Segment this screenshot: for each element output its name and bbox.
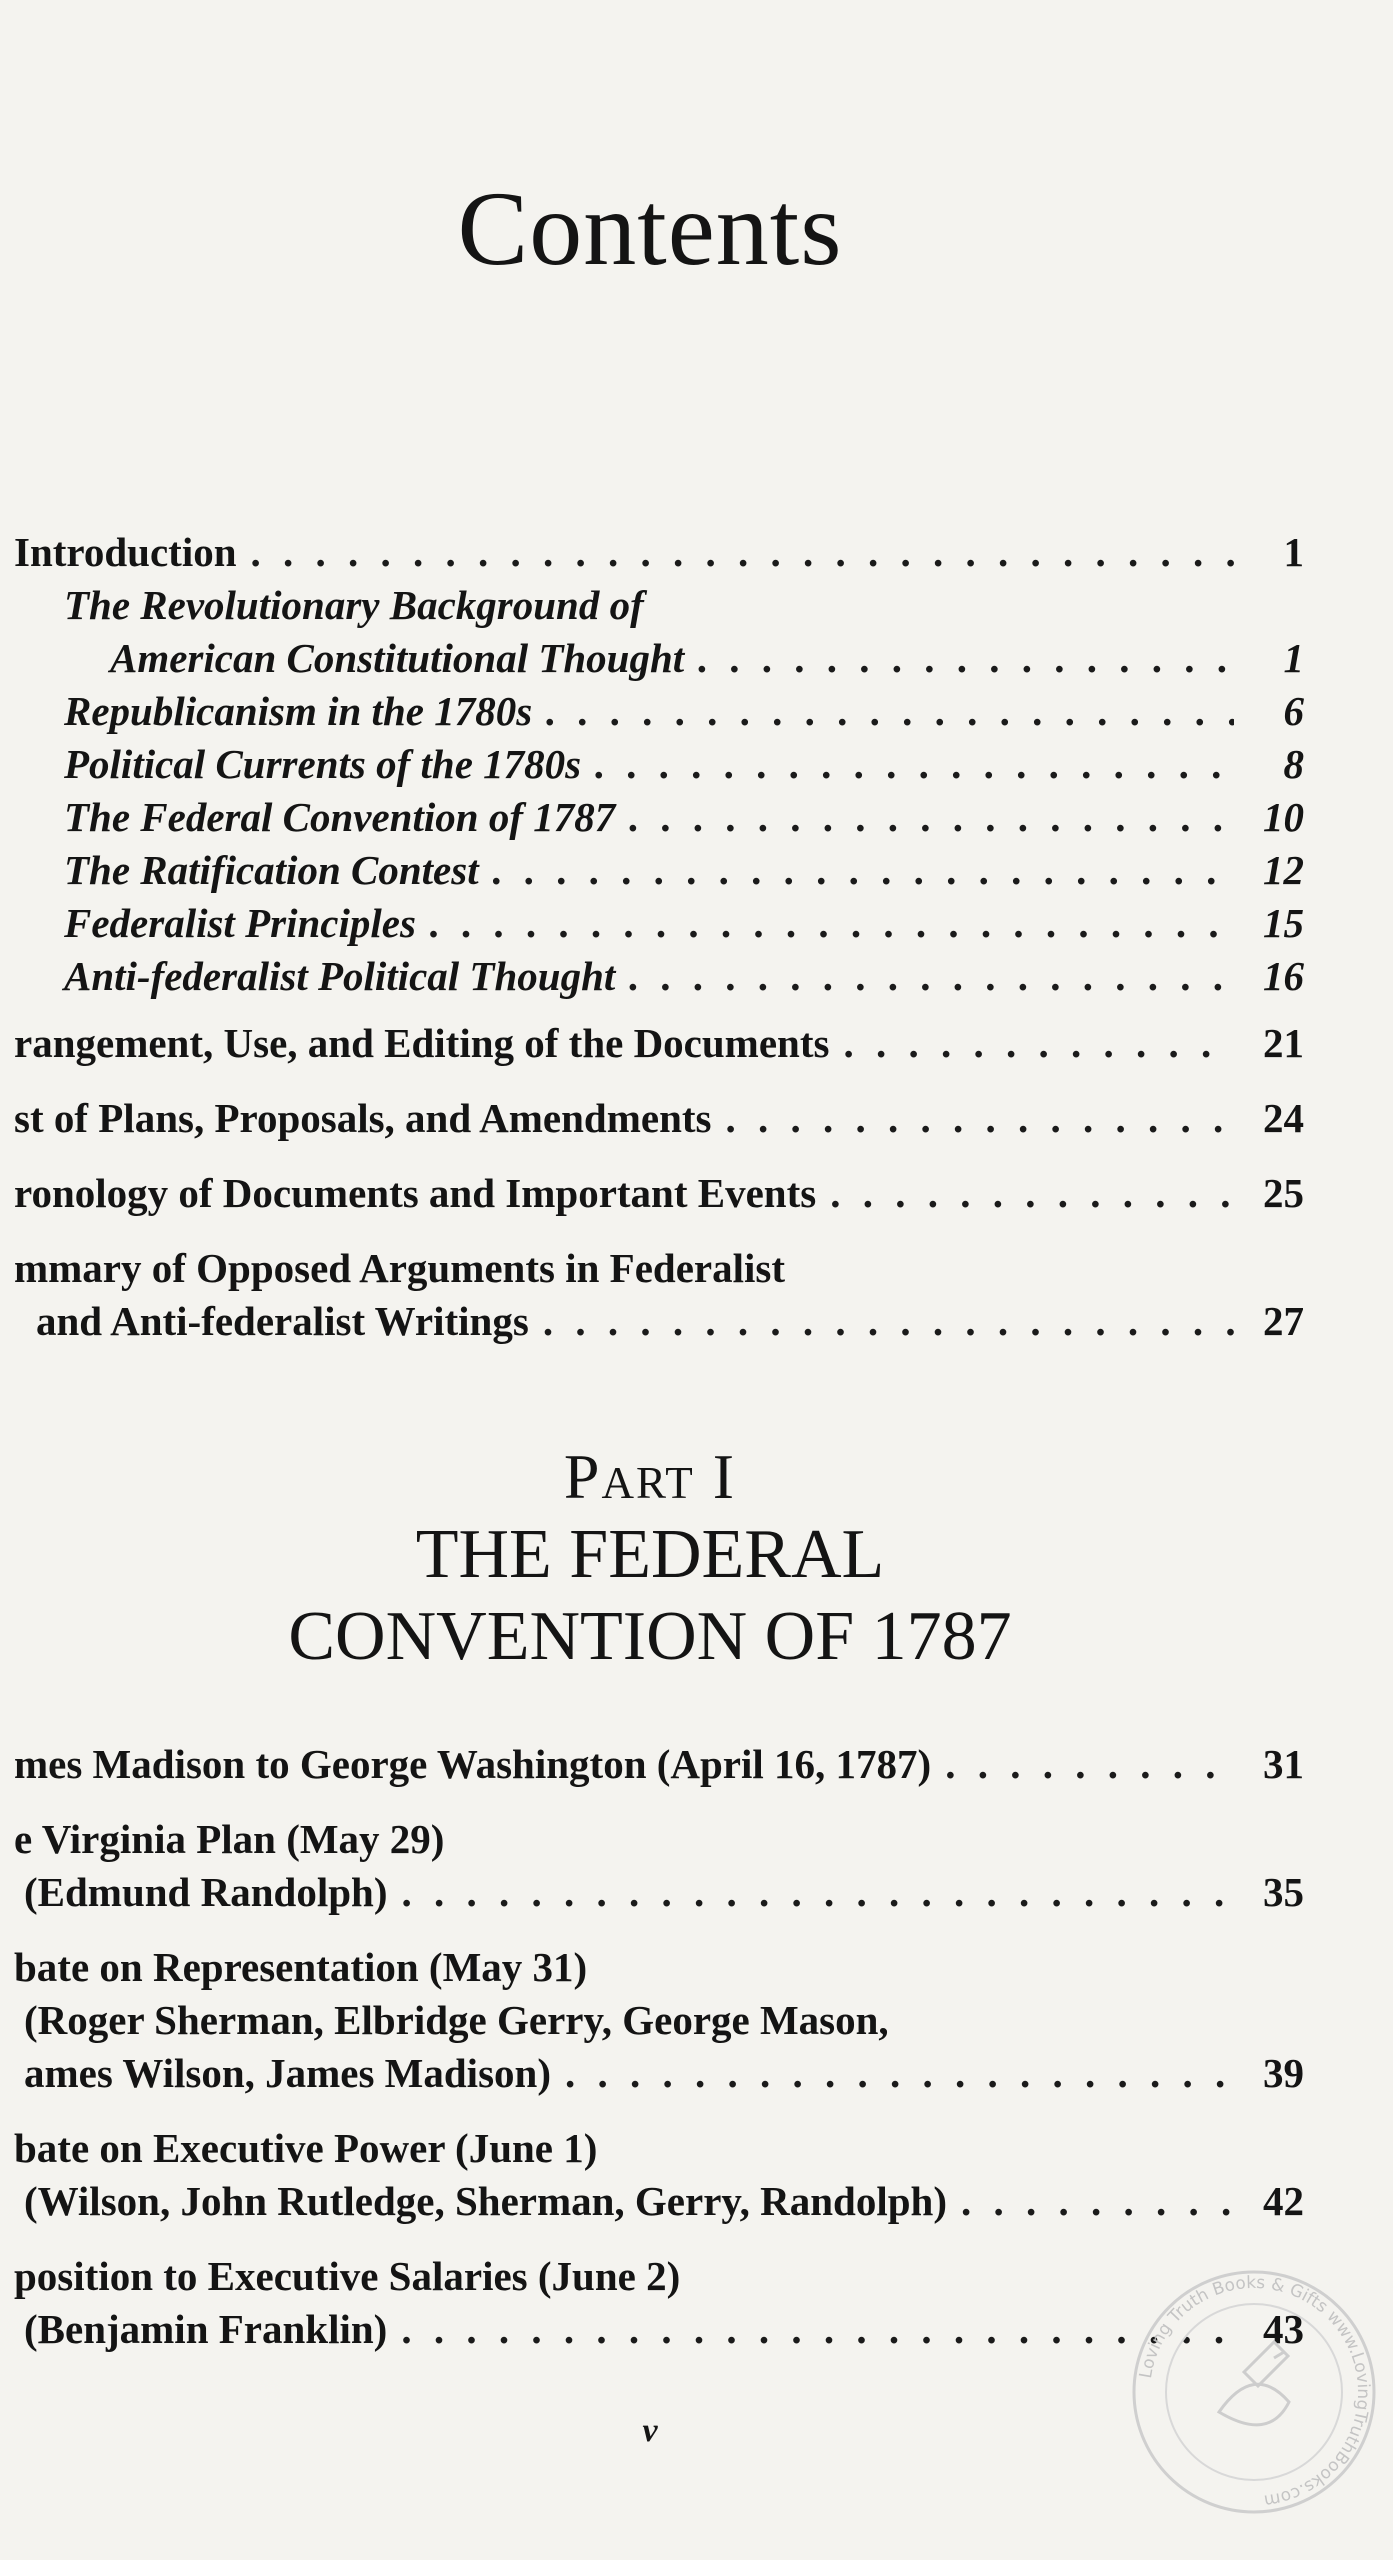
toc-entry-chronology [14,1167,1304,1220]
toc-introduction [14,526,1304,1348]
toc-page-number: 25 [1263,1170,1304,1216]
toc-part-one [14,1738,1304,2356]
toc-entry-title-continued: American Constitutional Thought [110,635,685,681]
toc-entry-author: (Roger Sherman, Elbridge Gerry, George Mason, [24,1997,889,2043]
leader-dots [251,526,1234,579]
toc-subentry-ratification-contest [14,844,1304,897]
page-title: Contents [457,170,843,287]
toc-entry-author: (Wilson, John Rutledge, Sherman, Gerry, Randolph) [24,2178,948,2224]
toc-entry-introduction [14,526,1304,579]
toc-entry-title: The Federal Convention of 1787 [64,794,616,840]
leader-dots [629,950,1234,1003]
toc-page-number: 35 [1263,1869,1304,1915]
svg-text:Loving Truth Books & Gifts w: Loving Truth Books & Gifts www.LovingTruthBooks.com [1135,2272,1374,2511]
leader-dots [698,632,1234,685]
toc-subentry-federal-convention [14,791,1304,844]
toc-entry-title: Federalist Principles [64,900,416,946]
toc-entry-author: (Benjamin Franklin) [24,2306,388,2352]
toc-entry-debate-representation [14,1941,1304,2100]
leader-dots [543,1295,1234,1348]
toc-entry-madison-washington [14,1738,1304,1791]
leader-dots [401,1866,1234,1919]
toc-entry-title: ronology of Documents and Important Events [14,1170,817,1216]
toc-entry-executive-salaries [14,2250,1304,2356]
toc-page-number: 27 [1263,1298,1304,1344]
toc-entry-title: Republicanism in the 1780s [64,688,533,734]
part-name-line2: CONVENTION OF 1787 [288,1598,1012,1675]
toc-entry-author: (Edmund Randolph) [24,1869,388,1915]
toc-page-number: 10 [1263,794,1304,840]
leader-dots [595,738,1234,791]
toc-subentry-federalist-principles [14,897,1304,950]
leader-dots [843,1017,1234,1070]
toc-entry-title-continued: and Anti-federalist Writings [36,1298,529,1344]
toc-subentry-republicanism [14,685,1304,738]
toc-entry-debate-executive-power [14,2122,1304,2228]
toc-entry-title: rangement, Use, and Editing of the Documents [14,1020,830,1066]
toc-page-number: 39 [1263,2050,1304,2096]
toc-page-number: 6 [1283,688,1304,734]
leader-dots [430,897,1234,950]
leader-dots [830,1167,1234,1220]
toc-page-number: 16 [1263,953,1304,999]
toc-entry-title: mes Madison to George Washington (April 16, 1787) [14,1741,932,1787]
leader-dots [945,1738,1234,1791]
toc-entry-title: The Revolutionary Background of [64,582,644,628]
part-name-line1: THE FEDERAL [415,1516,885,1593]
leader-dots [546,685,1234,738]
toc-page-number: 15 [1263,900,1304,946]
toc-entry-list-of-plans [14,1092,1304,1145]
toc-entry-title: Anti-federalist Political Thought [64,953,616,999]
watermark-stamp-icon [1124,2262,1384,2522]
toc-page-number: 21 [1263,1020,1304,1066]
toc-entry-title: The Ratification Contest [64,847,479,893]
part-heading [0,1440,1300,1678]
toc-entry-title: bate on Representation (May 31) [14,1944,588,1990]
toc-entry-title: st of Plans, Proposals, and Amendments [14,1095,712,1141]
toc-page-number: 12 [1263,847,1304,893]
toc-page-number: 42 [1263,2178,1304,2224]
toc-page-number: 24 [1263,1095,1304,1141]
toc-entry-virginia-plan [14,1813,1304,1919]
toc-entry-arrangement [14,1017,1304,1070]
leader-dots [565,2047,1234,2100]
toc-page-number: 1 [1283,635,1304,681]
leader-dots [961,2175,1234,2228]
toc-entry-title: mmary of Opposed Arguments in Federalist [14,1245,785,1291]
leader-dots [725,1092,1234,1145]
part-label: Part I [563,1441,737,1512]
toc-page-number: 8 [1283,741,1304,787]
toc-entry-title: Introduction [14,529,237,575]
toc-page-number: 43 [1263,2306,1304,2352]
toc-page-number: 31 [1263,1741,1304,1787]
toc-entry-title: bate on Executive Power (June 1) [14,2125,598,2171]
toc-entry-title: position to Executive Salaries (June 2) [14,2253,681,2299]
toc-entry-author-continued: ames Wilson, James Madison) [24,2050,551,2096]
leader-dots [493,844,1234,897]
toc-entry-summary-of-arguments [14,1242,1304,1348]
leader-dots [629,791,1234,844]
toc-subentry-political-currents [14,738,1304,791]
leader-dots [401,2303,1234,2356]
page-folio: v [642,2412,658,2449]
toc-entry-title: Political Currents of the 1780s [64,741,582,787]
toc-page-number: 1 [1283,529,1304,575]
toc-entry-title: e Virginia Plan (May 29) [14,1816,445,1862]
toc-subentry-antifederalist-thought [14,950,1304,1003]
toc-subentry-revolutionary-background [14,579,1304,685]
